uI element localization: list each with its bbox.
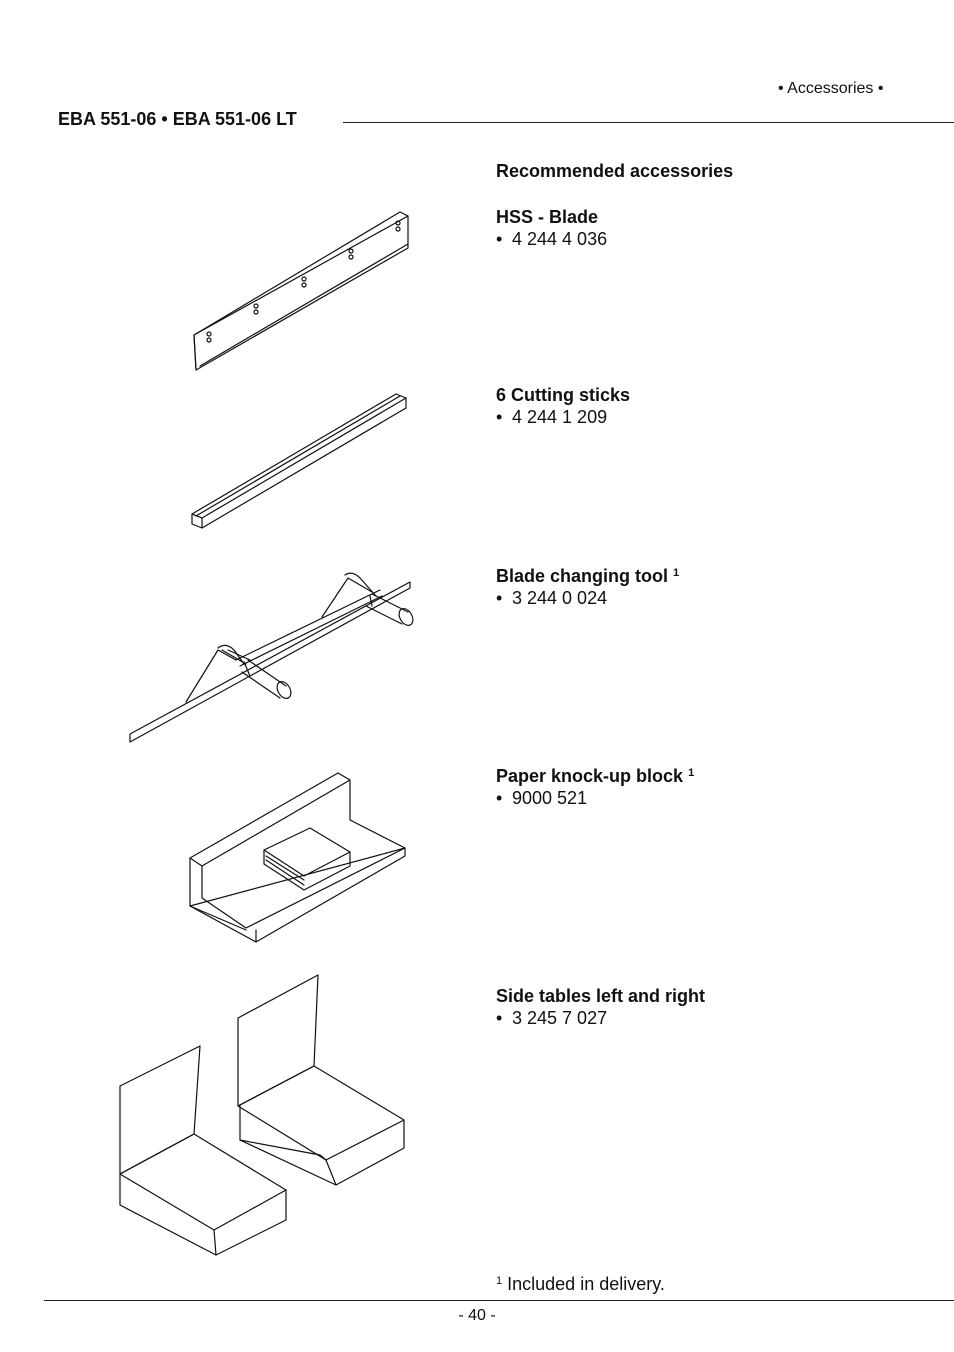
cutting-stick-icon: [192, 394, 406, 528]
blade-changing-tool-icon: [130, 573, 416, 742]
footnote: $^1$ Included in delivery.: [496, 1274, 665, 1294]
accessory-title: HSS - Blade: [496, 207, 599, 227]
accessory-title: Blade changing tool $^1$: [496, 566, 680, 586]
accessory-part-number: • 9000 521: [496, 788, 588, 808]
accessory-part-number: • 3 245 7 027: [496, 1008, 608, 1028]
accessory-part-number: • 4 244 1 209: [496, 407, 608, 427]
footer-rule: [44, 1300, 954, 1301]
knock-up-block-icon: [190, 773, 405, 942]
section-label: • Accessories •: [778, 80, 884, 97]
hss-blade-icon: [194, 212, 408, 370]
footnote-marker: 1: [688, 767, 695, 779]
page-number: - 40 -: [458, 1307, 496, 1324]
side-tables-icon: [120, 975, 404, 1255]
model-title: EBA 551-06 • EBA 551-06 LT: [58, 109, 297, 129]
footnote-marker: 1: [673, 567, 680, 579]
accessory-part-number: • 3 244 0 024: [496, 588, 608, 608]
accessory-title: Side tables left and right: [496, 986, 706, 1006]
accessory-title: Paper knock-up block $^1$: [496, 766, 695, 786]
accessory-title: 6 Cutting sticks: [496, 385, 631, 405]
recommended-accessories-heading: Recommended accessories: [496, 161, 734, 181]
accessory-part-number: • 4 244 4 036: [496, 229, 608, 249]
